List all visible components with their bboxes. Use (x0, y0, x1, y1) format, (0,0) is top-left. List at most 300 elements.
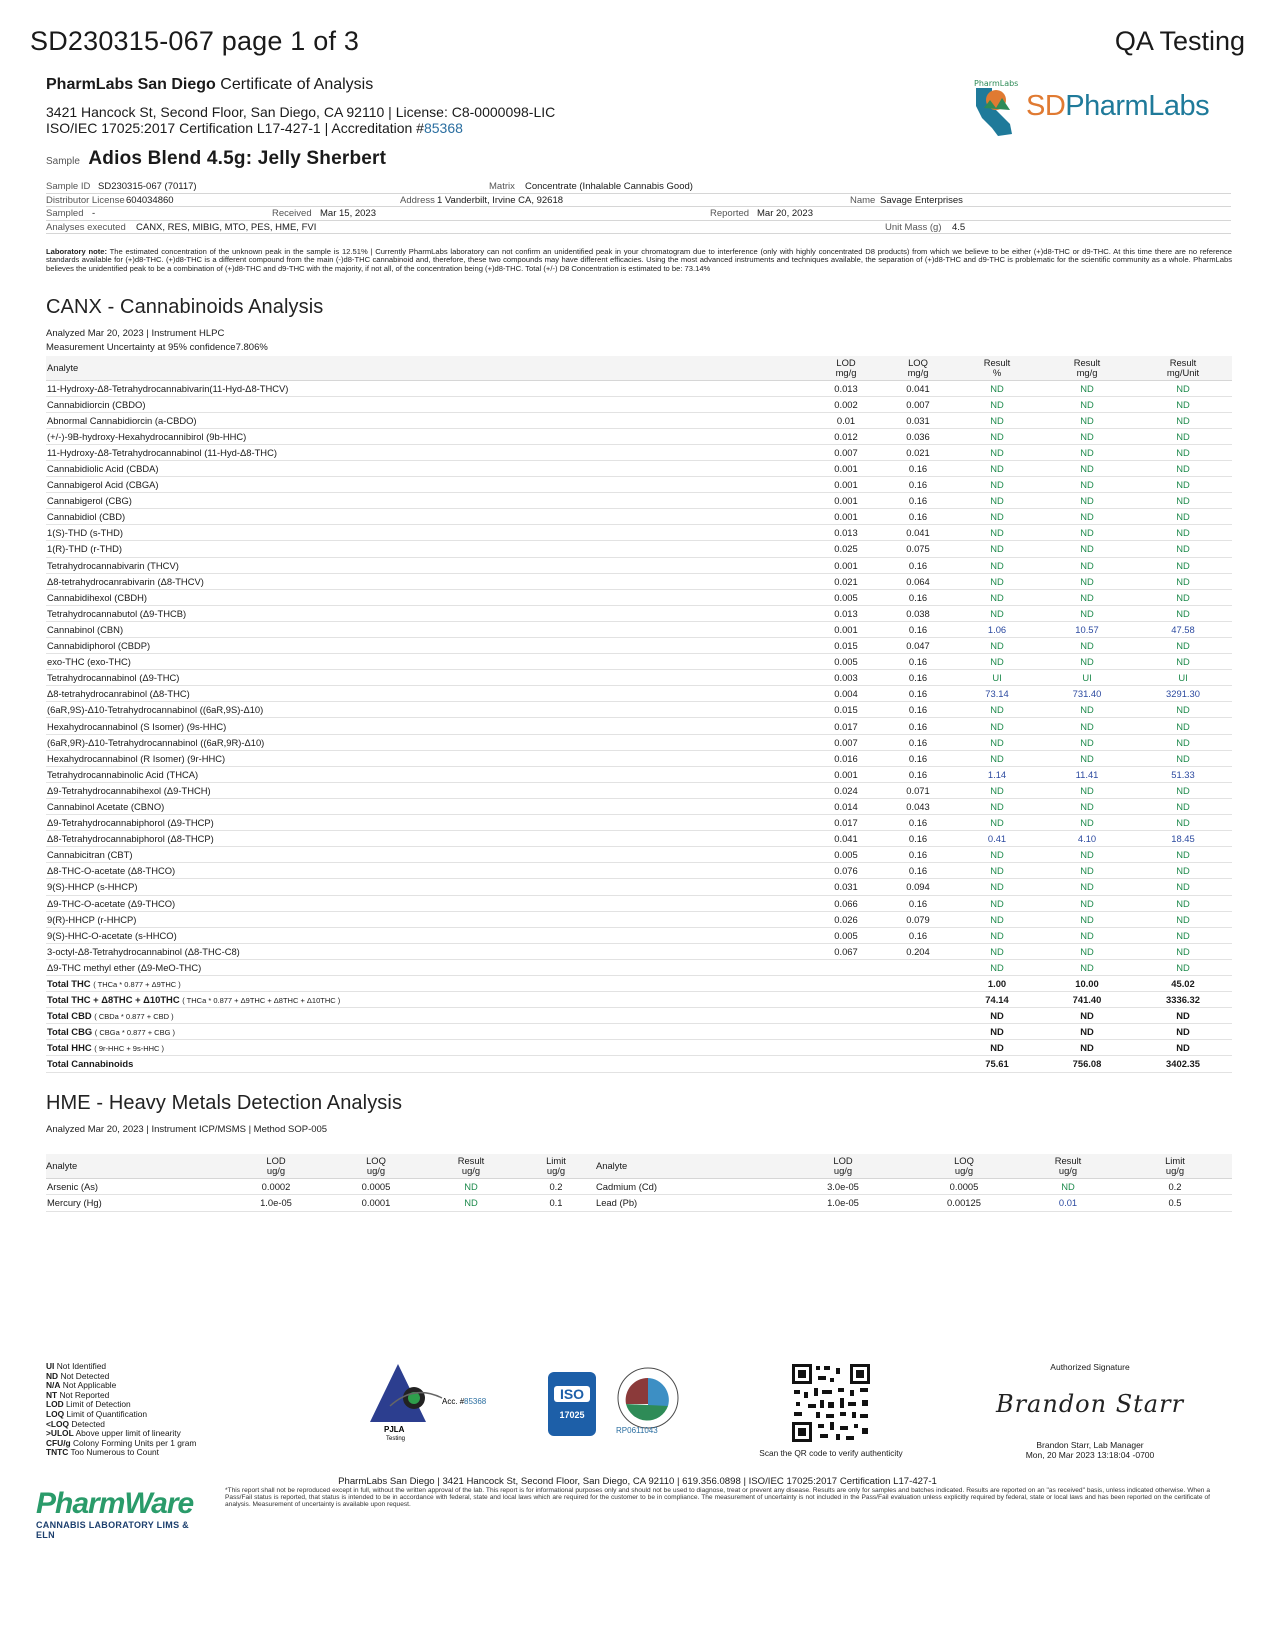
table-row (46, 638, 1232, 654)
result-unit: ND (1134, 557, 1232, 573)
report-type-heading: QA Testing (1114, 26, 1245, 56)
iso-number: 17025 (559, 1410, 585, 1420)
result-unit: ND (1134, 895, 1232, 911)
table-row (46, 444, 1232, 460)
result-percent: ND (954, 718, 1040, 734)
loq-value: 0.0001 (326, 1195, 426, 1212)
table-row (46, 863, 1232, 879)
analyte-name: 9(S)-HHCP (s-HHCP) (46, 879, 810, 895)
reported-label: Reported (710, 208, 750, 219)
lab-address: 3421 Hancock St, Second Floor, San Diego, CA 92110 | License: C8-0000098-LIC (46, 104, 556, 120)
result-mgg: UI (1040, 670, 1134, 686)
result-mgg: 10.57 (1040, 621, 1134, 637)
loq-value: 0.16 (882, 895, 954, 911)
sample-name: Adios Blend 4.5g: Jelly Sherbert (88, 148, 387, 169)
lod-value: 0.012 (810, 428, 882, 444)
svg-text:Acc. #: Acc. # (442, 1397, 465, 1406)
result-mgg: ND (1040, 493, 1134, 509)
result-unit: ND (1134, 638, 1232, 654)
analyte-name: Δ9-THC methyl ether (Δ9-MeO-THC) (46, 959, 810, 975)
lod-value: 0.041 (810, 831, 882, 847)
qr-code[interactable] (759, 1362, 903, 1458)
analyte-name: Cannabinol (CBN) (46, 621, 810, 637)
loq-value: 0.16 (882, 460, 954, 476)
pjla-badge (370, 1362, 500, 1444)
hme-row (46, 1178, 1232, 1195)
total-label (46, 1056, 810, 1072)
analyte-name: Cannabigerol (CBG) (46, 493, 810, 509)
table-header-row (46, 356, 1232, 380)
total-name: Total CBG (47, 1026, 93, 1038)
result-unit: ND (1134, 654, 1232, 670)
total-label (46, 1040, 810, 1056)
table-row (46, 798, 1232, 814)
abbreviation-legend (46, 1362, 196, 1458)
footer-address: PharmLabs San Diego | 3421 Hancock St, Second Floor, San Diego, CA 92110 | 619.356.0898 | ISO/IEC 17025:2017 Certification L17-427-1 (338, 1476, 937, 1487)
loq-value: 0.038 (882, 605, 954, 621)
result-mgg: ND (1040, 525, 1134, 541)
result-unit: ND (1134, 412, 1232, 428)
received-value: Mar 15, 2023 (320, 208, 376, 219)
result-unit: ND (1134, 734, 1232, 750)
result-mgg: ND (1040, 444, 1134, 460)
lod-value: 0.007 (810, 444, 882, 460)
result-unit: ND (1134, 879, 1232, 895)
result-mgg: ND (1040, 589, 1134, 605)
analyte-name: exo-THC (exo-THC) (46, 654, 810, 670)
lod-value: 0.031 (810, 879, 882, 895)
loq-value: 0.00125 (910, 1195, 1018, 1212)
lod-value: 0.013 (810, 380, 882, 396)
accreditation-link[interactable]: 85368 (423, 120, 463, 136)
logo-sd: SD (1026, 90, 1066, 122)
legend-desc: Detected (71, 1418, 105, 1429)
received-label: Received (272, 208, 312, 219)
result-percent: ND (954, 541, 1040, 557)
lod-value: 0.017 (810, 815, 882, 831)
logo-pharmlabs: PharmLabs (1065, 90, 1210, 122)
result-unit: ND (1134, 927, 1232, 943)
result-unit: ND (1134, 798, 1232, 814)
result-unit: ND (1134, 1008, 1232, 1024)
loq-value: 0.16 (882, 589, 954, 605)
hme-col-limit-2: Limit ug/g (1118, 1154, 1232, 1178)
logo-wordmark (1026, 90, 1209, 123)
result-mgg: ND (1040, 782, 1134, 798)
table-row (46, 428, 1232, 444)
result-percent: ND (954, 654, 1040, 670)
result-mgg: ND (1040, 412, 1134, 428)
result-unit: ND (1134, 863, 1232, 879)
result-mgg: ND (1040, 1040, 1134, 1056)
legend-desc: Not Identified (56, 1361, 107, 1371)
result-mgg: ND (1040, 396, 1134, 412)
hme-row (46, 1195, 1232, 1212)
cert-text: ISO/IEC 17025:2017 Certification L17-427-1 | Accreditation # (46, 120, 424, 136)
result-mgg: ND (1040, 911, 1134, 927)
table-row (46, 718, 1232, 734)
unit-mass-value: 4.5 (952, 221, 966, 233)
canx-analyzed: Analyzed Mar 20, 2023 | Instrument HLPC (46, 328, 225, 339)
result-mgg: ND (1040, 541, 1134, 557)
pharmware-wordmark: PharmWare (36, 1487, 194, 1520)
result-percent: ND (954, 847, 1040, 863)
total-row (46, 1008, 1232, 1024)
result-unit: ND (1134, 750, 1232, 766)
result-mgg: ND (1040, 798, 1134, 814)
table-row (46, 734, 1232, 750)
hme-col-loq-2: LOQ ug/g (910, 1154, 1018, 1178)
result-unit: ND (1134, 477, 1232, 493)
result-value: ND (1018, 1178, 1118, 1195)
total-formula: ( 9r-HHC + 9s-HHC ) (94, 1044, 165, 1054)
legend-abbr: N/A (46, 1380, 61, 1391)
signer-name: Brandon Starr, Lab Manager (1036, 1440, 1144, 1450)
loq-value: 0.16 (882, 654, 954, 670)
loq-value: 0.204 (882, 943, 954, 959)
table-row (46, 557, 1232, 573)
lod-value: 0.001 (810, 621, 882, 637)
result-unit: ND (1134, 911, 1232, 927)
qr-code-icon[interactable] (790, 1362, 872, 1444)
signature-block (980, 1362, 1200, 1482)
lab-certification (46, 120, 463, 136)
loq-value: 0.16 (882, 718, 954, 734)
result-unit: ND (1134, 380, 1232, 396)
loq-value: 0.075 (882, 541, 954, 557)
result-unit: ND (1134, 1040, 1232, 1056)
legend-abbr: LOQ (46, 1408, 65, 1419)
loq-value (882, 1040, 954, 1056)
col-loq: LOQ mg/g (882, 356, 954, 380)
loq-value: 0.036 (882, 428, 954, 444)
canx-title: CANX - Cannabinoids Analysis (46, 296, 324, 318)
loq-value (882, 992, 954, 1008)
svg-text:Testing: Testing (386, 1436, 406, 1442)
lab-title-line (46, 76, 373, 94)
result-mgg: ND (1040, 509, 1134, 525)
result-percent: ND (954, 959, 1040, 975)
total-label (46, 975, 810, 991)
analyte-name: 11-Hydroxy-Δ8-Tetrahydrocannabinol (11-Hyd-Δ8-THC) (46, 444, 810, 460)
loq-value: 0.16 (882, 493, 954, 509)
lod-value: 0.066 (810, 895, 882, 911)
result-percent: ND (954, 460, 1040, 476)
metal-name: Arsenic (As) (46, 1178, 226, 1195)
result-value: ND (426, 1178, 516, 1195)
result-percent: ND (954, 895, 1040, 911)
loq-value: 0.031 (882, 412, 954, 428)
analyses-value: CANX, RES, MIBIG, MTO, PES, HME, FVI (136, 221, 317, 233)
analyte-name: Δ9-Tetrahydrocannabihexol (Δ9-THCH) (46, 782, 810, 798)
total-row (46, 1040, 1232, 1056)
total-label (46, 1008, 810, 1024)
result-unit: 51.33 (1134, 766, 1232, 782)
hme-col-analyte-2: Analyte (596, 1154, 776, 1178)
lod-value: 0.002 (810, 396, 882, 412)
lod-value: 0.001 (810, 557, 882, 573)
lod-value: 0.024 (810, 782, 882, 798)
loq-value: 0.16 (882, 702, 954, 718)
table-row (46, 412, 1232, 428)
analyte-name: Cannabidiolic Acid (CBDA) (46, 460, 810, 476)
lod-value: 0.0002 (226, 1178, 326, 1195)
analyte-name: Cannabinol Acetate (CBNO) (46, 798, 810, 814)
loq-value: 0.071 (882, 782, 954, 798)
result-unit: ND (1134, 573, 1232, 589)
qr-caption: Scan the QR code to verify authenticity (759, 1448, 903, 1458)
lod-value: 0.001 (810, 460, 882, 476)
pharmware-tagline: CANNABIS LABORATORY LIMS & ELN (36, 1520, 189, 1540)
loq-value: 0.16 (882, 831, 954, 847)
result-percent: 74.14 (954, 992, 1040, 1008)
result-percent: 75.61 (954, 1056, 1040, 1072)
lod-value: 0.005 (810, 589, 882, 605)
lod-value: 0.004 (810, 686, 882, 702)
doj-dea-seal (612, 1364, 684, 1436)
loq-value: 0.094 (882, 879, 954, 895)
analyte-name: Tetrahydrocannabinolic Acid (THCA) (46, 766, 810, 782)
name-label: Name (850, 194, 876, 206)
loq-value: 0.043 (882, 798, 954, 814)
result-mgg: ND (1040, 638, 1134, 654)
result-percent: ND (954, 573, 1040, 589)
hme-col-result-2: Result ug/g (1018, 1154, 1118, 1178)
loq-value: 0.041 (882, 380, 954, 396)
lod-value: 3.0e-05 (776, 1178, 910, 1195)
total-row (46, 975, 1232, 991)
info-row (46, 180, 1231, 194)
result-percent: ND (954, 557, 1040, 573)
lod-value: 0.025 (810, 541, 882, 557)
result-mgg: ND (1040, 573, 1134, 589)
sampled-value: - (92, 208, 96, 219)
loq-value (882, 959, 954, 975)
result-percent: UI (954, 670, 1040, 686)
result-mgg: ND (1040, 428, 1134, 444)
lod-value: 0.007 (810, 734, 882, 750)
lod-value (810, 1008, 882, 1024)
loq-value: 0.079 (882, 911, 954, 927)
loq-value: 0.16 (882, 557, 954, 573)
analyte-name: Δ9-Tetrahydrocannabiphorol (Δ9-THCP) (46, 815, 810, 831)
legend-desc: Limit of Quantification (66, 1408, 148, 1419)
result-mgg: 731.40 (1040, 686, 1134, 702)
analyte-name: Cannabidiphorol (CBDP) (46, 638, 810, 654)
lod-value: 0.026 (810, 911, 882, 927)
lod-value: 0.013 (810, 605, 882, 621)
result-unit: ND (1134, 605, 1232, 621)
loq-value: 0.16 (882, 509, 954, 525)
result-mgg: 11.41 (1040, 766, 1134, 782)
svg-text:PJLA: PJLA (384, 1425, 405, 1434)
address-value: 1 Vanderbilt, Irvine CA, 92618 (437, 194, 564, 206)
lod-value (810, 959, 882, 975)
lod-value (810, 975, 882, 991)
result-percent: ND (954, 1024, 1040, 1040)
table-row (46, 702, 1232, 718)
lod-value: 0.005 (810, 847, 882, 863)
loq-value: 0.16 (882, 927, 954, 943)
table-row (46, 815, 1232, 831)
result-value: ND (426, 1195, 516, 1212)
table-row (46, 750, 1232, 766)
pharmware-logo (36, 1488, 206, 1542)
result-percent: ND (954, 815, 1040, 831)
cannabinoids-table (46, 356, 1232, 1073)
sampled-label: Sampled (46, 208, 84, 219)
lod-value: 0.016 (810, 750, 882, 766)
result-unit: 45.02 (1134, 975, 1232, 991)
analyte-name: 9(R)-HHCP (r-HHCP) (46, 911, 810, 927)
result-percent: ND (954, 879, 1040, 895)
table-row (46, 541, 1232, 557)
analyses-label: Analyses executed (46, 221, 126, 233)
lod-value: 0.005 (810, 927, 882, 943)
result-unit: ND (1134, 428, 1232, 444)
sample-id-label: Sample ID (46, 181, 91, 192)
table-row (46, 525, 1232, 541)
result-unit: 18.45 (1134, 831, 1232, 847)
loq-value: 0.16 (882, 815, 954, 831)
col-result-pct: Result % (954, 356, 1040, 380)
sample-label: Sample (46, 156, 80, 167)
table-row (46, 621, 1232, 637)
table-row (46, 573, 1232, 589)
result-unit: UI (1134, 670, 1232, 686)
result-unit: ND (1134, 444, 1232, 460)
info-row (46, 194, 1231, 208)
table-row (46, 831, 1232, 847)
result-percent: ND (954, 1040, 1040, 1056)
total-name: Total THC + Δ8THC + Δ10THC (47, 994, 180, 1006)
result-mgg: ND (1040, 702, 1134, 718)
loq-value: 0.16 (882, 686, 954, 702)
lod-value (810, 1040, 882, 1056)
analyte-name: 11-Hydroxy-Δ8-Tetrahydrocannabivarin(11-Hyd-Δ8-THCV) (46, 380, 810, 396)
hme-analyzed: Analyzed Mar 20, 2023 | Instrument ICP/MSMS | Method SOP-005 (46, 1124, 328, 1135)
total-name: Total CBD (47, 1010, 92, 1022)
result-percent: 73.14 (954, 686, 1040, 702)
result-unit: 47.58 (1134, 621, 1232, 637)
california-map-icon (962, 78, 1026, 142)
lod-value: 0.003 (810, 670, 882, 686)
result-unit: ND (1134, 396, 1232, 412)
lod-value: 0.001 (810, 509, 882, 525)
lod-value: 0.013 (810, 525, 882, 541)
result-unit: 3291.30 (1134, 686, 1232, 702)
result-mgg: ND (1040, 1024, 1134, 1040)
analyte-name: Tetrahydrocannabutol (Δ9-THCB) (46, 605, 810, 621)
result-percent: ND (954, 798, 1040, 814)
result-mgg: ND (1040, 654, 1134, 670)
analyte-name: Abnormal Cannabidiorcin (a-CBDO) (46, 412, 810, 428)
hme-col-lod: LOD ug/g (226, 1154, 326, 1178)
result-percent: ND (954, 509, 1040, 525)
loq-value: 0.064 (882, 573, 954, 589)
analyte-name: Tetrahydrocannabivarin (THCV) (46, 557, 810, 573)
result-percent: ND (954, 943, 1040, 959)
loq-value: 0.0005 (910, 1178, 1018, 1195)
table-row (46, 943, 1232, 959)
total-label (46, 1024, 810, 1040)
loq-value: 0.16 (882, 477, 954, 493)
table-row (46, 605, 1232, 621)
legend-desc: Above upper limit of linearity (75, 1428, 181, 1439)
table-row (46, 959, 1232, 975)
limit-value: 0.5 (1118, 1195, 1232, 1212)
result-percent: ND (954, 493, 1040, 509)
result-unit: ND (1134, 943, 1232, 959)
col-result-unit: Result mg/Unit (1134, 356, 1232, 380)
canx-uncertainty: Measurement Uncertainty at 95% confidence7.806% (46, 342, 268, 353)
result-percent: ND (954, 702, 1040, 718)
result-unit: ND (1134, 1024, 1232, 1040)
legend-abbr: LOD (46, 1399, 64, 1410)
sample-info-grid (46, 180, 1231, 234)
analyte-name: Cannabidihexol (CBDH) (46, 589, 810, 605)
result-percent: ND (954, 927, 1040, 943)
result-mgg: 756.08 (1040, 1056, 1134, 1072)
result-percent: ND (954, 750, 1040, 766)
loq-value: 0.0005 (326, 1178, 426, 1195)
total-row (46, 992, 1232, 1008)
result-mgg: ND (1040, 847, 1134, 863)
sdpharmlabs-logo (962, 78, 1232, 142)
lod-value: 0.005 (810, 654, 882, 670)
analyte-name: Δ8-tetrahydrocanrabivarin (Δ8-THCV) (46, 573, 810, 589)
result-percent: ND (954, 911, 1040, 927)
result-unit: ND (1134, 541, 1232, 557)
legend-abbr: CFU/g (46, 1437, 71, 1448)
result-mgg: ND (1040, 895, 1134, 911)
total-name: Total THC (47, 978, 91, 990)
lod-value (810, 1024, 882, 1040)
signature-date: Mon, 20 Mar 2023 13:18:04 -0700 (1025, 1450, 1155, 1460)
loq-value: 0.16 (882, 863, 954, 879)
legend-desc: Not Detected (60, 1370, 110, 1381)
result-mgg: ND (1040, 815, 1134, 831)
result-percent: ND (954, 782, 1040, 798)
total-formula: ( THCa * 0.877 + Δ9THC ) (93, 980, 181, 990)
total-formula: ( CBDa * 0.877 + CBD ) (94, 1012, 174, 1022)
legend-desc: Limit of Detection (66, 1399, 131, 1410)
loq-value: 0.021 (882, 444, 954, 460)
result-mgg: ND (1040, 1008, 1134, 1024)
result-percent: ND (954, 589, 1040, 605)
analyte-name: 3-octyl-Δ8-Tetrahydrocannabinol (Δ8-THC-C8) (46, 943, 810, 959)
loq-value: 0.16 (882, 750, 954, 766)
iso-text: ISO (554, 1386, 590, 1402)
note-label: Laboratory note: (46, 247, 107, 256)
result-mgg: 10.00 (1040, 975, 1134, 991)
total-name: Total HHC (47, 1042, 92, 1054)
lod-value: 0.001 (810, 477, 882, 493)
result-mgg: ND (1040, 605, 1134, 621)
table-row (46, 460, 1232, 476)
hme-col-limit: Limit ug/g (516, 1154, 596, 1178)
matrix-value: Concentrate (Inhalable Cannabis Good) (525, 181, 693, 192)
hme-header-row (46, 1154, 1232, 1178)
loq-value (882, 1008, 954, 1024)
table-row (46, 654, 1232, 670)
lod-value: 1.0e-05 (226, 1195, 326, 1212)
note-text: The estimated concentration of the unknown peak in the sample is 12.51% | Currently PharmLabs laboratory can not confirm an unidentified peak in your chromatogram due to interference (only with highly concentrated D8 products) from which we believe to be either (+)d8-THC or d9-THC. At this time there are no reference standards available for (+)d8-THC. (+)d8-THC is a different compound from the main (-)d8-THC cannabinoid and, therefore, these two compounds may have different efficacies. Using the most advanced instruments and techniques available, the separation of (+)d8-THC and d9-THC is problematic for the scientific community as a whole. PharmLabs believes the unidentified peak to be a combination of (+)d8-THC and d9-THC with the majority, if not all, of the concentration being (+)d8-THC. Total (+/-) D8 Concentration is estimated to be: 73.14% (46, 247, 1232, 273)
result-unit: ND (1134, 782, 1232, 798)
lod-value: 1.0e-05 (776, 1195, 910, 1212)
result-mgg: ND (1040, 557, 1134, 573)
result-percent: 1.06 (954, 621, 1040, 637)
